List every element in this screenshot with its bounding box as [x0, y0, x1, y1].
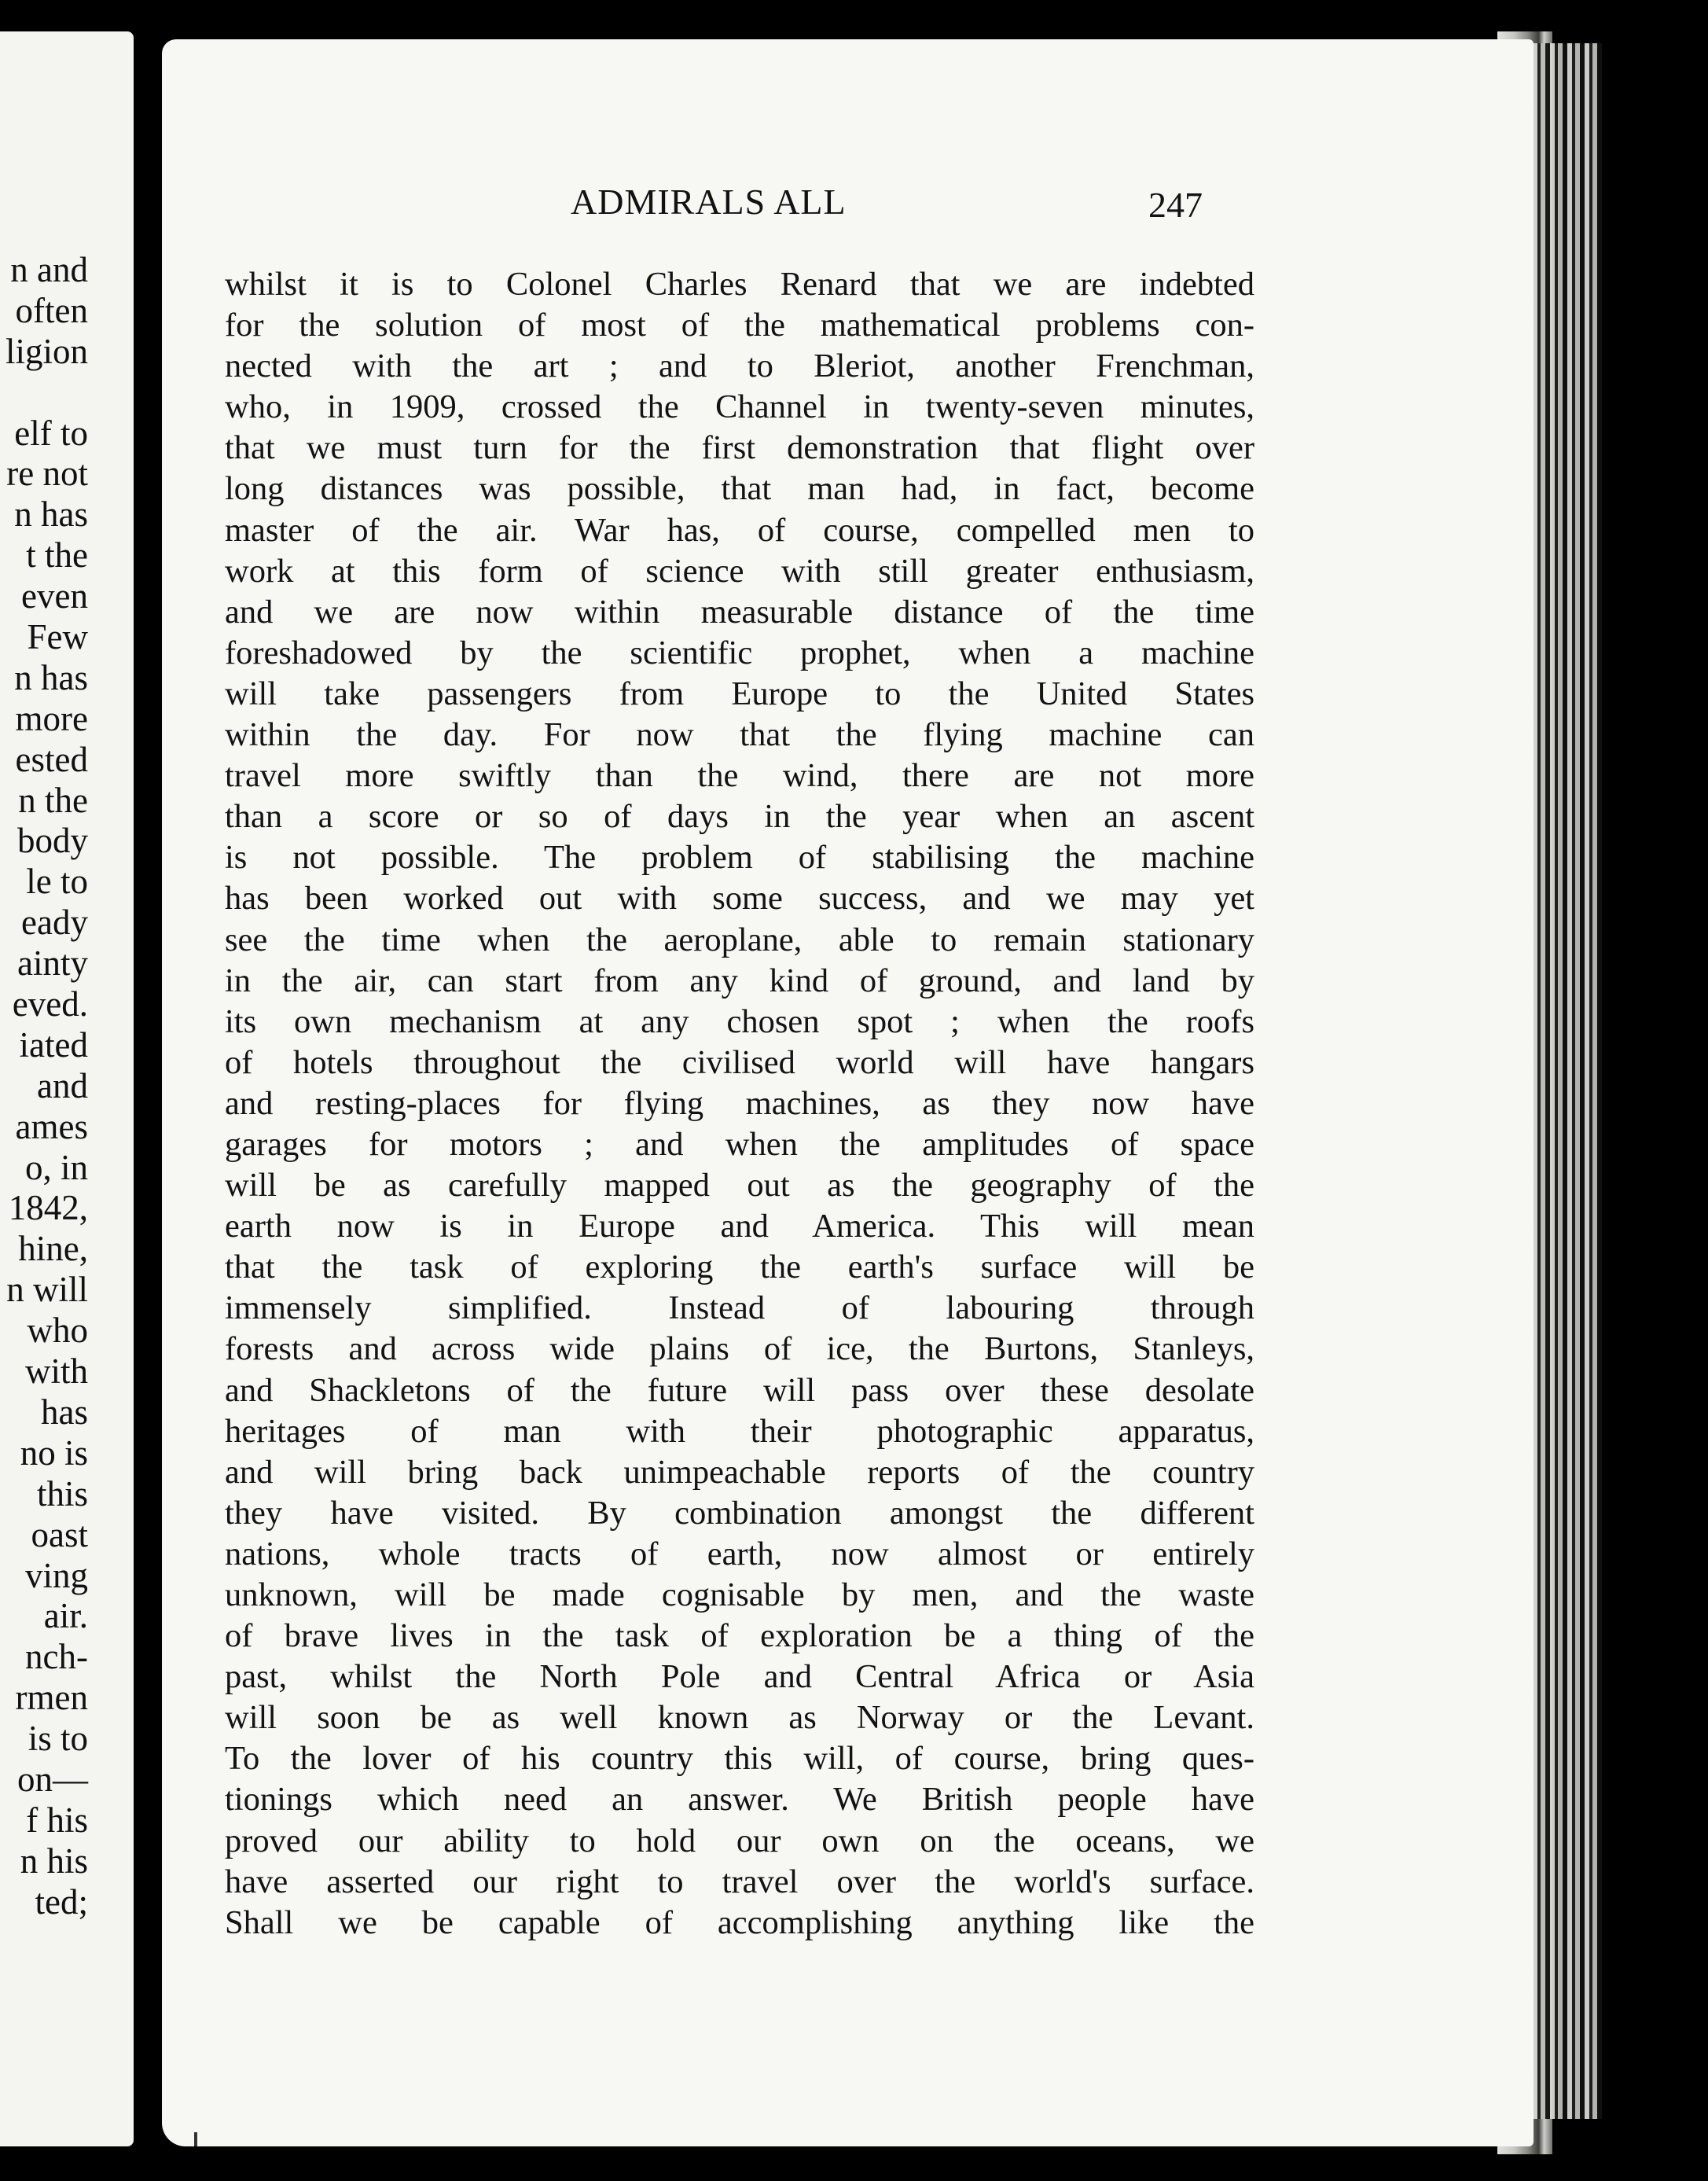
left-page-line: eady [21, 903, 88, 943]
left-page-line: le to [26, 862, 88, 902]
text-line: earth now is in Europe and America. This will mean [225, 1208, 1254, 1245]
left-page-line: ving [24, 1555, 88, 1595]
left-page-line: ames [15, 1106, 88, 1146]
text-line: than a score or so of days in the year when an ascent [225, 798, 1254, 836]
text-line: and will bring back unimpeachable reports of the country [225, 1453, 1254, 1491]
text-line: will soon be as well known as Norway or the Levant. [225, 1699, 1254, 1737]
text-line: To the lover of his country this will, of course, bring ques- [225, 1740, 1254, 1778]
left-page-line: hine, [18, 1229, 88, 1269]
page-number: 247 [1148, 185, 1203, 225]
left-page-line: with [24, 1352, 88, 1392]
text-line: they have visited. By combination amongst the different [225, 1494, 1254, 1532]
left-page-line: n the [18, 780, 88, 820]
left-page-line: elf to [14, 413, 88, 453]
text-line: in the air, can start from any kind of ground, and land by [225, 962, 1254, 999]
text-line: see the time when the aeroplane, able to remain stationary [225, 921, 1254, 958]
left-page-line: air. [43, 1596, 88, 1636]
text-line: and resting-places for flying machines, as they now have [225, 1084, 1254, 1122]
text-line: heritages of man with their photographic apparatus, [225, 1412, 1254, 1450]
text-line: long distances was possible, that man had, in fact, become [225, 470, 1254, 508]
left-page-line: ted; [35, 1881, 88, 1922]
left-page-line: body [17, 821, 88, 861]
text-line: of hotels throughout the civilised world will have hangars [225, 1043, 1254, 1081]
text-line: within the day. For now that the flying machine can [225, 716, 1254, 754]
left-page-line: n has [14, 495, 88, 535]
text-line: forests and across wide plains of ice, the Burtons, Stanleys, [225, 1330, 1254, 1368]
running-title: ADMIRALS ALL [571, 182, 847, 222]
text-line: its own mechanism at any chosen spot ; when the roofs [225, 1002, 1254, 1040]
left-page-line: n has [14, 657, 88, 697]
text-line: have asserted our right to travel over the world's surface. [225, 1863, 1254, 1900]
left-page-line: n will [6, 1270, 88, 1310]
text-line: will take passengers from Europe to the United States [225, 675, 1254, 712]
text-line: and we are now within measurable distance of the time [225, 593, 1254, 631]
body-text [225, 264, 1254, 1944]
text-line: tionings which need an answer. We British people have [225, 1781, 1254, 1819]
text-line: travel more swiftly than the wind, there are not more [225, 757, 1254, 795]
left-page-line: often [15, 290, 88, 330]
text-line: who, in 1909, crossed the Channel in twenty-seven minutes, [225, 388, 1254, 426]
left-page-line: even [21, 576, 88, 616]
left-page-line: ainty [17, 943, 88, 984]
text-line: has been worked out with some success, and we may yet [225, 880, 1254, 918]
left-page-line: re not [6, 454, 88, 494]
text-line: nations, whole tracts of earth, now almost or entirely [225, 1535, 1254, 1572]
text-line: past, whilst the North Pole and Central Africa or Asia [225, 1658, 1254, 1696]
left-page-line: ligion [5, 331, 88, 371]
left-page-line: n and [10, 250, 88, 289]
text-line: is not possible. The problem of stabilising the machine [225, 839, 1254, 877]
text-line: that we must turn for the first demonstration that flight over [225, 429, 1254, 467]
text-line: and Shackletons of the future will pass over these desolate [225, 1371, 1254, 1409]
left-page-line: rmen [15, 1678, 88, 1718]
left-page-line: and [37, 1065, 88, 1105]
running-head [162, 181, 1534, 228]
left-page-line: nch- [25, 1637, 88, 1677]
left-page-line: t the [26, 535, 88, 576]
text-line: immensely simplified. Instead of labouring through [225, 1289, 1254, 1327]
left-page-text [6, 250, 88, 1923]
text-line: unknown, will be made cognisable by men, and the waste [225, 1576, 1254, 1613]
left-page-line: o, in [24, 1147, 88, 1187]
text-line: garages for motors ; and when the amplitudes of space [225, 1125, 1254, 1163]
text-line: proved our ability to hold our own on the oceans, we [225, 1822, 1254, 1859]
left-page-line: Few [27, 617, 88, 657]
text-line: will be as carefully mapped out as the geography of the [225, 1167, 1254, 1205]
left-page-line: has [41, 1392, 88, 1432]
text-line: work at this form of science with still greater enthusiasm, [225, 552, 1254, 590]
text-line: whilst it is to Colonel Charles Renard that we are indebted [225, 266, 1254, 303]
left-page-line: oast [31, 1514, 88, 1554]
left-page-line: no is [20, 1433, 88, 1473]
left-page-line: 1842, [8, 1188, 88, 1228]
text-line: of brave lives in the task of exploration be a thing of the [225, 1617, 1254, 1655]
left-page-line [6, 373, 88, 414]
scan-mark [194, 2132, 197, 2146]
left-page-line: n his [20, 1841, 88, 1881]
book-page [162, 39, 1534, 2146]
left-page-line: f his [26, 1800, 88, 1840]
text-line: that the task of exploring the earth's surface will be [225, 1249, 1254, 1286]
left-page-line: iated [19, 1024, 88, 1065]
text-line: foreshadowed by the scientific prophet, when a machine [225, 634, 1254, 671]
left-page-line: on— [17, 1759, 88, 1799]
left-page-line: more [15, 698, 88, 738]
left-page-line: this [36, 1473, 88, 1513]
left-page-line: eved. [12, 984, 88, 1024]
text-line: master of the air. War has, of course, compelled men to [225, 511, 1254, 549]
text-line: for the solution of most of the mathematical problems con- [225, 307, 1254, 344]
text-line: nected with the art ; and to Bleriot, another Frenchman, [225, 348, 1254, 385]
left-page-line: is to [28, 1719, 88, 1759]
left-facing-page [0, 31, 134, 2146]
left-page-line: ested [15, 739, 88, 779]
left-page-line: who [27, 1311, 88, 1351]
text-line: Shall we be capable of accomplishing anything like the [225, 1903, 1254, 1941]
